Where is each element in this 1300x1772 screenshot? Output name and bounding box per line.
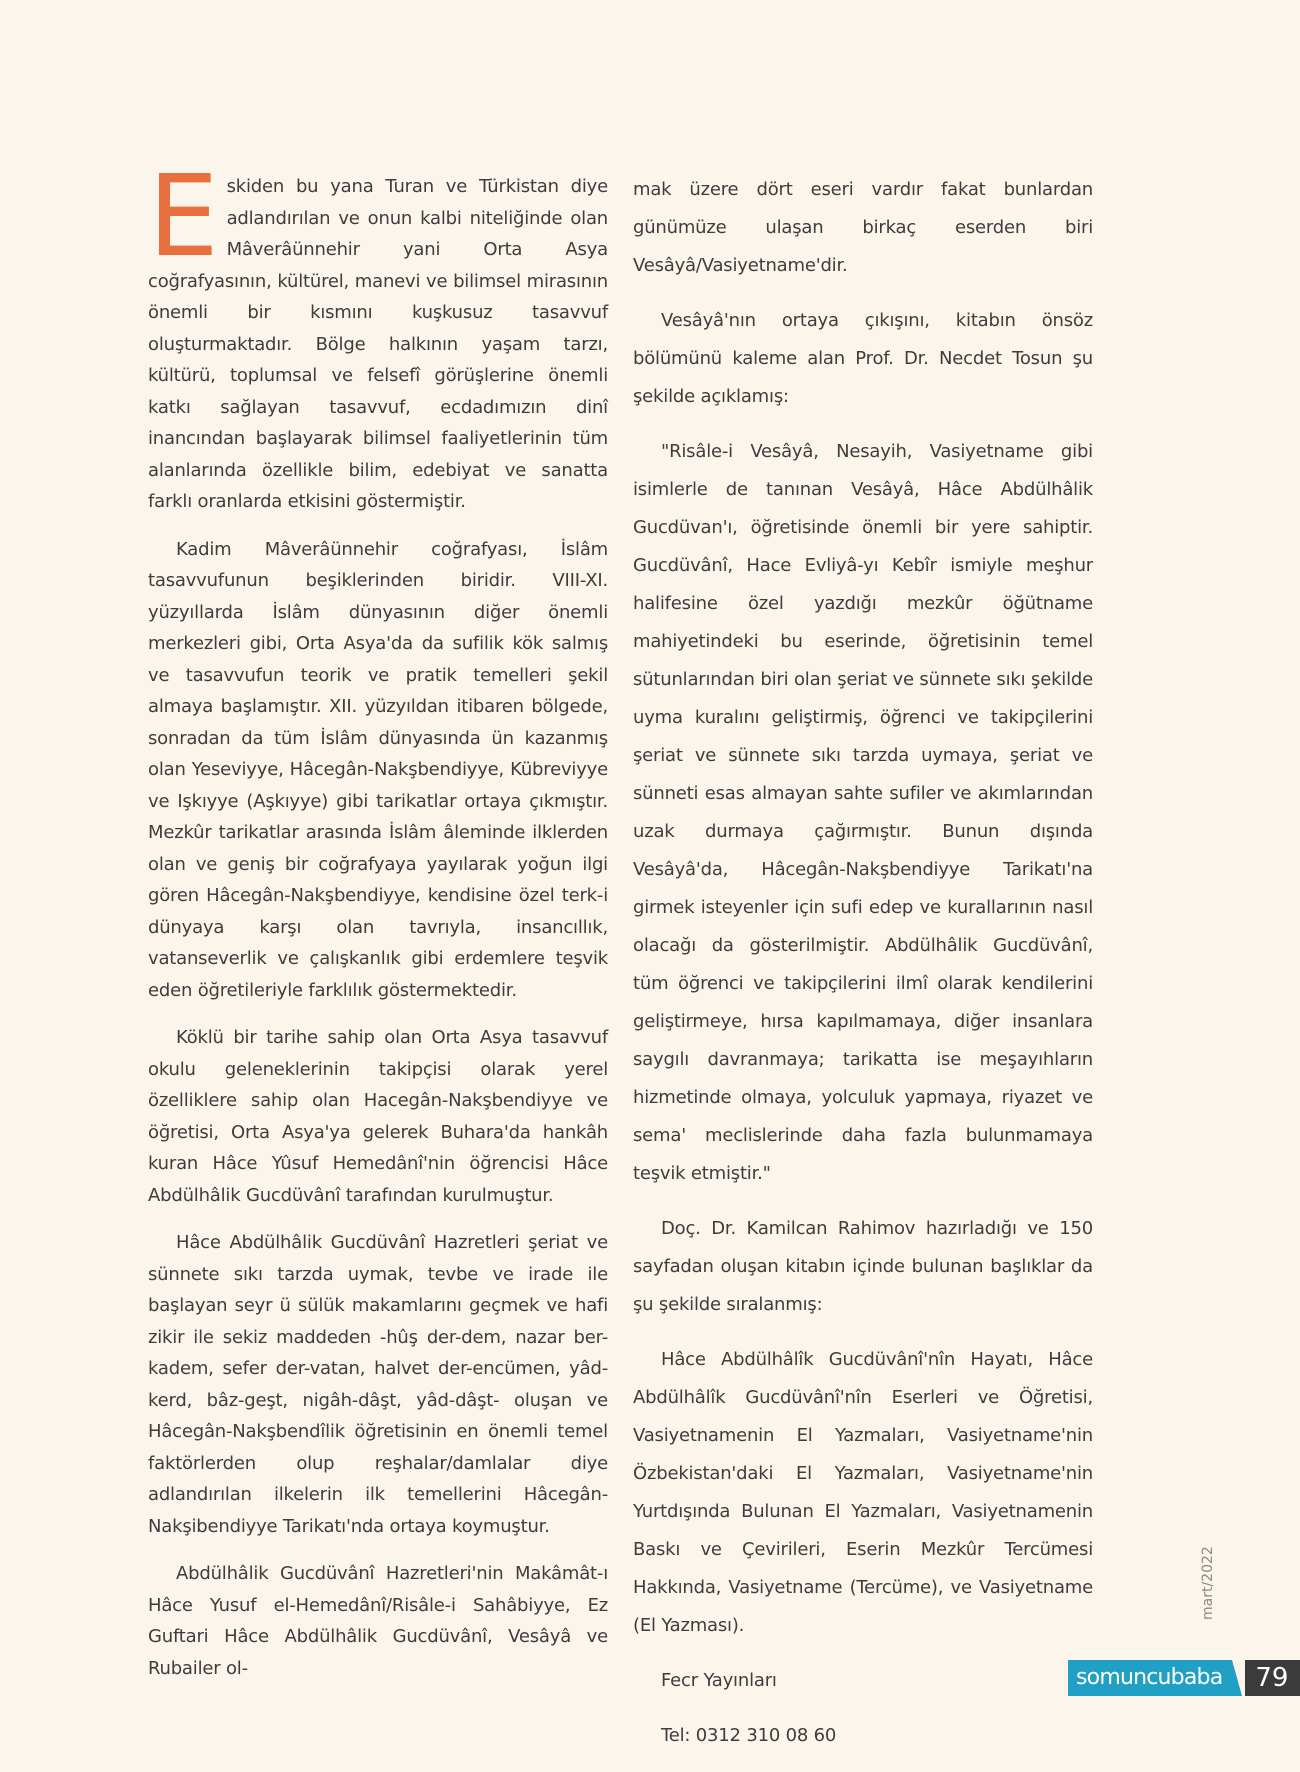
- article-paragraph: mak üzere dört eseri vardır fakat bunlardan günümüze ulaşan birkaç eserden biri Vesâyâ/Vasiyetname'dir.: [633, 179, 1093, 276]
- quote-paragraph: "Risâle-i Vesâyâ, Nesayih, Vasiyetname gibi isimlerle de tanınan Vesâyâ, Hâce Abdülhâlik Gucdüvan'ı, öğretisinde önemli bir yere sahiptir. Gucdüvânî, Hace Evliyâ-yı Kebîr ismiyle meşhur halifesine özel yazdığı mezkûr öğütname mahiyetindeki bu eserinde, öğretisinin temel sütunlarından biri olan şeriat ve sünnete sıkı şekilde uyma kuralını geliştirmiş, öğrenci ve takipçilerini şeriat ve sünnete sıkı tarzda uymaya, şeriat ve sünneti esas almayan sahte sufiler ve akımlarından uzak durmaya çağırmıştır. Bunun dışında Vesâyâ'da, Hâcegân-Nakşbendiyye Tarikatı'na girmek isteyenler için sufi edep ve kurallarının nasıl olacağı da gösterilmiştir. Abdülhâlik Gucdüvânî, tüm öğrenci ve takipçilerini ilmî olarak kendilerini geliştirmeye, hırsa kapılmamaya, diğer insanlara saygılı davranmaya; tarikatta ise meşayıhların hizmetinde olmaya, yolculuk yapmaya, riyazet ve sema' meclislerinde daha fazla bulunmamaya teşvik etmiştir.": [633, 441, 1093, 1184]
- issue-date: mart/2022: [1200, 1546, 1216, 1620]
- article-paragraph: Köklü bir tarihe sahip olan Orta Asya tasavvuf okulu geleneklerinin takipçisi olarak yerel özelliklere sahip olan Hacegân-Nakşbendiyye ve öğretisi, Orta Asya'ya gelerek Buhara'da hankâh kuran Hâce Yûsuf Hemedânî'nin öğrencisi Hâce Abdülhâlik Gucdüvânî tarafından kurulmuştur.: [148, 1027, 608, 1206]
- article-paragraph: Abdülhâlik Gucdüvânî Hazretleri'nin Makâmât-ı Hâce Yusuf el-Hemedânî/Risâle-i Sahâbiyye, Ez Guftari Hâce Abdülhâlik Gucdüvânî, Vesâyâ ve Rubailer ol-: [148, 1563, 608, 1679]
- page-footer: [1068, 1660, 1300, 1696]
- article-paragraph: Doç. Dr. Kamilcan Rahimov hazırladığı ve 150 sayfadan oluşan kitabın içinde bulunan başlıklar da şu şekilde sıralanmış:: [633, 1218, 1093, 1315]
- article-left-column: [148, 152, 608, 1700]
- article-right-column: [633, 171, 1093, 1772]
- article-paragraph: Hâce Abdülhâlik Gucdüvânî Hazretleri şeriat ve sünnete sıkı tarzda uymak, tevbe ve irade ile başlayan seyr ü sülük makamlarını geçmek ve hafi zikir ile sekiz maddeden -hûş der-dem, nazar ber-kadem, sefer der-vatan, halvet der-encümen, yâd-kerd, bâz-geşt, nigâh-dâşt, yâd-dâşt- oluşan ve Hâcegân-Nakşbendîlik öğretisinin en önemli temel faktörlerden olup reşhalar/damlalar diye adlandırılan ilkelerin ilk temellerini Hâcegân-Nakşibendiyye Tarikatı'nda ortaya koymuştur.: [148, 1232, 608, 1537]
- footer-divider: [1232, 1660, 1242, 1696]
- publisher-phone: Tel: 0312 310 08 60: [661, 1725, 837, 1746]
- magazine-brand: somuncubaba: [1068, 1660, 1232, 1696]
- article-paragraph: [148, 152, 608, 518]
- page-number: 79: [1245, 1660, 1300, 1696]
- publisher-name: Fecr Yayınları: [661, 1670, 777, 1691]
- drop-cap: E: [148, 152, 219, 282]
- article-paragraph: Kadim Mâverâünnehir coğrafyası, İslâm tasavvufunun beşiklerinden biridir. VIII-XI. yüzyıllarda İslâm dünyasının diğer önemli merkezleri gibi, Orta Asya'da da sufilik kök salmış ve tasavvufun teorik ve pratik temelleri şekil almaya başlamıştır. XII. yüzyıldan itibaren bölgede, sonradan da tüm İslâm dünyasında ün kazanmış olan Yeseviyye, Hâcegân-Nakşbendiyye, Kübreviyye ve Işkıyye (Aşkıyye) gibi tarikatlar ortaya çıkmıştır. Mezkûr tarikatlar arasında İslâm âleminde ilklerden olan ve geniş bir coğrafyaya yayılarak yoğun ilgi gören Hâcegân-Nakşbendiyye, kendisine özel terk-i dünyaya karşı olan tavrıyla, insancıllık, vatanseverlik ve çalışkanlık gibi erdemlere teşvik eden öğretileriyle farklılık göstermektedir.: [148, 538, 608, 1001]
- article-paragraph: Vesâyâ'nın ortaya çıkışını, kitabın önsöz bölümünü kaleme alan Prof. Dr. Necdet Tosun şu şekilde açıklamış:: [633, 310, 1093, 407]
- paragraph-text: skiden bu yana Turan ve Türkistan diye adlandırılan ve onun kalbi niteliğinde olan Mâverâünnehir yani Orta Asya coğrafyasının, kültürel, manevi ve bilimsel mirasının önemli bir kısmını kuşkusuz tasavvuf oluşturmaktadır. Bölge halkının yaşam tarzı, kültürü, toplumsal ve felsefî görüşlerine önemli katkı sağlayan tasavvuf, ecdadımızın dinî inancından başlayarak bilimsel faaliyetlerinin tüm alanlarında özellikle bilim, edebiyat ve sanatta farklı oranlarda etkisini göstermiştir.: [148, 176, 608, 512]
- contents-list-paragraph: Hâce Abdülhâlîk Gucdüvânî'nîn Hayatı, Hâce Abdülhâlîk Gucdüvânî'nîn Eserleri ve Öğretisi, Vasiyetnamenin El Yazmaları, Vasiyetname'nin Özbekistan'daki El Yazmaları, Vasiyetname'nin Yurtdışında Bulunan El Yazmaları, Vasiyetnamenin Baskı ve Çevirileri, Eserin Mezkûr Tercümesi Hakkında, Vasiyetname (Tercüme), ve Vasiyetname (El Yazması).: [633, 1349, 1093, 1636]
